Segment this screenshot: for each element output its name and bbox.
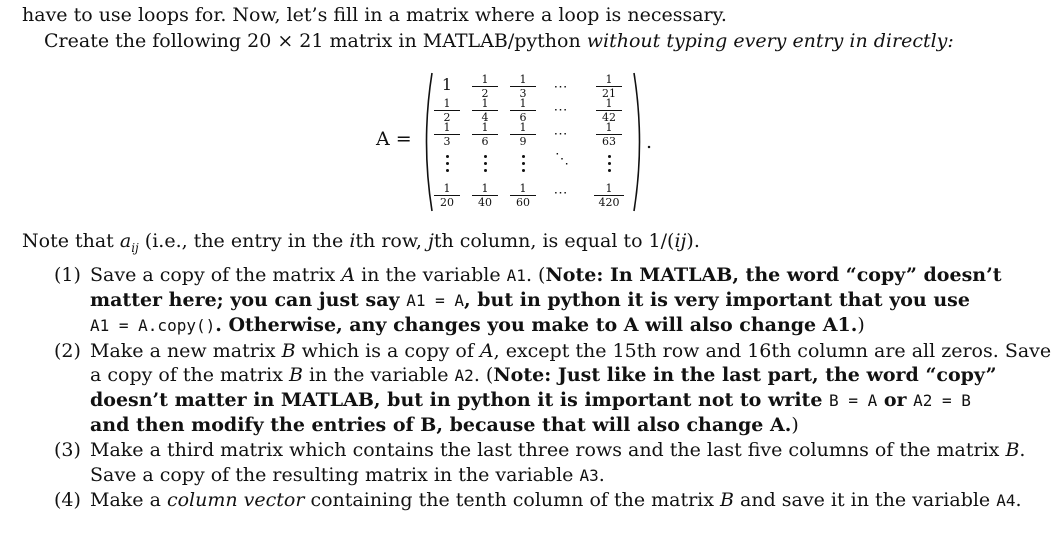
matrix-cell-r2-c2: 1 4 — [472, 98, 498, 123]
intro-line-2-text: Create the following 20 × 21 matrix in MATLAB/python — [44, 30, 587, 52]
item-2-text-b: which is a copy of — [295, 340, 480, 362]
item-2-line-2 — [90, 364, 997, 386]
matrix-ddots: ⋱ — [555, 151, 569, 167]
item-4-number: (4) — [54, 489, 81, 511]
matrix-hdots-r3: ⋯ — [553, 126, 569, 142]
matrix-hdots-r20: ⋯ — [553, 185, 569, 201]
item-1-note-bold-3: , but in python it is very important that you use — [464, 289, 970, 311]
matrix-cell-r3-c21: 1 63 — [596, 122, 622, 147]
note-var-ij: ij — [674, 230, 687, 252]
item-1-text-b: in the variable — [355, 264, 507, 286]
item-3-line-1 — [90, 439, 1025, 461]
item-2-note-bold: Note: Just like in the last part, the word “copy” — [493, 364, 997, 386]
item-1-line-2 — [90, 289, 970, 311]
note-text-a: Note that — [22, 230, 120, 252]
matrix-cell-r2-c21: 1 42 — [596, 98, 622, 123]
item-1-var-a: A — [341, 264, 356, 286]
note-line — [22, 230, 700, 255]
item-2-line-1 — [90, 340, 1051, 362]
item-2-code-a2-eq-b: A2 = B — [913, 391, 971, 410]
item-2-var-b-2: B — [288, 364, 303, 386]
matrix-cell-r20-c1: 1 20 — [434, 183, 460, 208]
matrix-cell-r1-c1: 1 — [441, 75, 453, 94]
matrix-cell-r20-c3: 1 60 — [510, 183, 536, 208]
intro-line-2 — [44, 30, 954, 52]
note-var-j: j — [427, 230, 434, 252]
item-2-var-a: A — [479, 340, 494, 362]
item-1-note-bold: Note: In MATLAB, the word “copy” doesn’t — [545, 264, 1002, 286]
intro-line-1: have to use loops for. Now, let’s fill in a matrix where a loop is necessary. — [22, 4, 727, 26]
item-1-line-3 — [90, 314, 865, 336]
item-3-code-a3: A3 — [579, 466, 599, 485]
item-1-note-bold-2: matter here; you can just say — [90, 289, 407, 311]
matrix-cell-r20-c21: 1 420 — [594, 183, 624, 208]
note-text-b: (i.e., the entry in the — [138, 230, 350, 252]
item-4-text-b: containing the tenth column of the matrix — [304, 489, 721, 511]
note-text-d: th column, is equal to 1/( — [433, 230, 675, 252]
item-2-note-bold-3: and then modify the entries of B, because that will also change A. — [90, 414, 792, 436]
matrix-cell-r2-c3: 1 6 — [510, 98, 536, 123]
matrix-cell-r2-c1: 1 2 — [434, 98, 460, 123]
item-1-number: (1) — [54, 264, 81, 286]
item-4-emphasis: column vector — [166, 489, 305, 511]
matrix-vdots-c2 — [472, 155, 498, 172]
item-2-text-c: , except the 15th row and 16th column are all zeros. Save — [493, 340, 1051, 362]
right-paren-icon — [632, 71, 646, 213]
matrix-cell-r3-c3: 1 9 — [510, 122, 536, 147]
matrix-hdots-r2: ⋯ — [553, 102, 569, 118]
item-1-close-paren: ) — [857, 314, 865, 336]
item-2-close-paren: ) — [791, 414, 799, 436]
matrix-vdots-c21 — [596, 155, 622, 172]
item-4-text: Make a — [90, 489, 167, 511]
item-1-code-assign: A1 = A — [406, 291, 464, 310]
note-text-c: th row, — [355, 230, 428, 252]
item-2-code-b-eq-a: B = A — [829, 391, 878, 410]
left-paren-icon — [420, 71, 434, 213]
item-3-text-b: Save a copy of the resulting matrix in the variable — [90, 464, 580, 486]
item-2-note-bold-2: doesn’t matter in MATLAB, but in python it is important not to write — [90, 389, 830, 411]
intro-line-2-emphasis: without typing every entry in directly: — [586, 30, 954, 52]
item-3-period-2: . — [598, 464, 605, 486]
matrix-cell-r3-c2: 1 6 — [472, 122, 498, 147]
matrix-cell-r1-c21: 1 21 — [596, 74, 622, 99]
item-2-text-e: in the variable — [302, 364, 455, 386]
matrix-cell-r1-c3: 1 3 — [510, 74, 536, 99]
item-1-text-c: . ( — [525, 264, 546, 286]
item-2-line-3 — [90, 389, 971, 411]
item-4-line-1 — [90, 489, 1022, 511]
matrix-vdots-c1 — [434, 155, 460, 172]
item-3-text: Make a third matrix which contains the last three rows and the last five columns of the matrix — [90, 439, 1006, 461]
matrix-a — [376, 71, 656, 213]
item-1-code-copy: A1 = A.copy() — [90, 316, 216, 335]
item-4-text-c: and save it in the variable — [733, 489, 997, 511]
note-text-e: ). — [686, 230, 700, 252]
item-2-note-or: or — [877, 389, 914, 411]
matrix-vdots-c3 — [510, 155, 536, 172]
item-2-number: (2) — [54, 340, 81, 362]
item-4-code-a4: A4 — [996, 491, 1016, 510]
matrix-cell-r3-c1: 1 3 — [434, 122, 460, 147]
item-2-line-4 — [90, 414, 799, 436]
item-1-note-bold-4: . Otherwise, any changes you make to A will also change A1. — [215, 314, 858, 336]
matrix-trailing-period: . — [646, 131, 653, 153]
item-3-var-b: B — [1005, 439, 1020, 461]
item-1-code-a1: A1 — [506, 266, 526, 285]
item-4-period: . — [1015, 489, 1022, 511]
item-1-line-1 — [90, 264, 1001, 286]
matrix-cell-r1-c2: 1 2 — [472, 74, 498, 99]
note-var-sub: ij — [131, 240, 139, 255]
item-3-period: . — [1019, 439, 1026, 461]
item-4-var-b: B — [720, 489, 734, 511]
item-2-text-d: a copy of the matrix — [90, 364, 289, 386]
item-2-text: Make a new matrix — [90, 340, 282, 362]
matrix-cell-r20-c2: 1 40 — [472, 183, 498, 208]
item-1-text: Save a copy of the matrix — [90, 264, 342, 286]
item-2-text-f: . ( — [473, 364, 494, 386]
matrix-label: A = — [376, 128, 412, 150]
matrix-hdots-r1: ⋯ — [553, 79, 569, 95]
note-var-i: i — [349, 230, 356, 252]
note-var-a: a — [119, 230, 132, 252]
item-2-var-b: B — [281, 340, 296, 362]
item-3-number: (3) — [54, 439, 81, 461]
item-2-code-a2: A2 — [454, 366, 474, 385]
item-3-line-2 — [90, 464, 605, 486]
